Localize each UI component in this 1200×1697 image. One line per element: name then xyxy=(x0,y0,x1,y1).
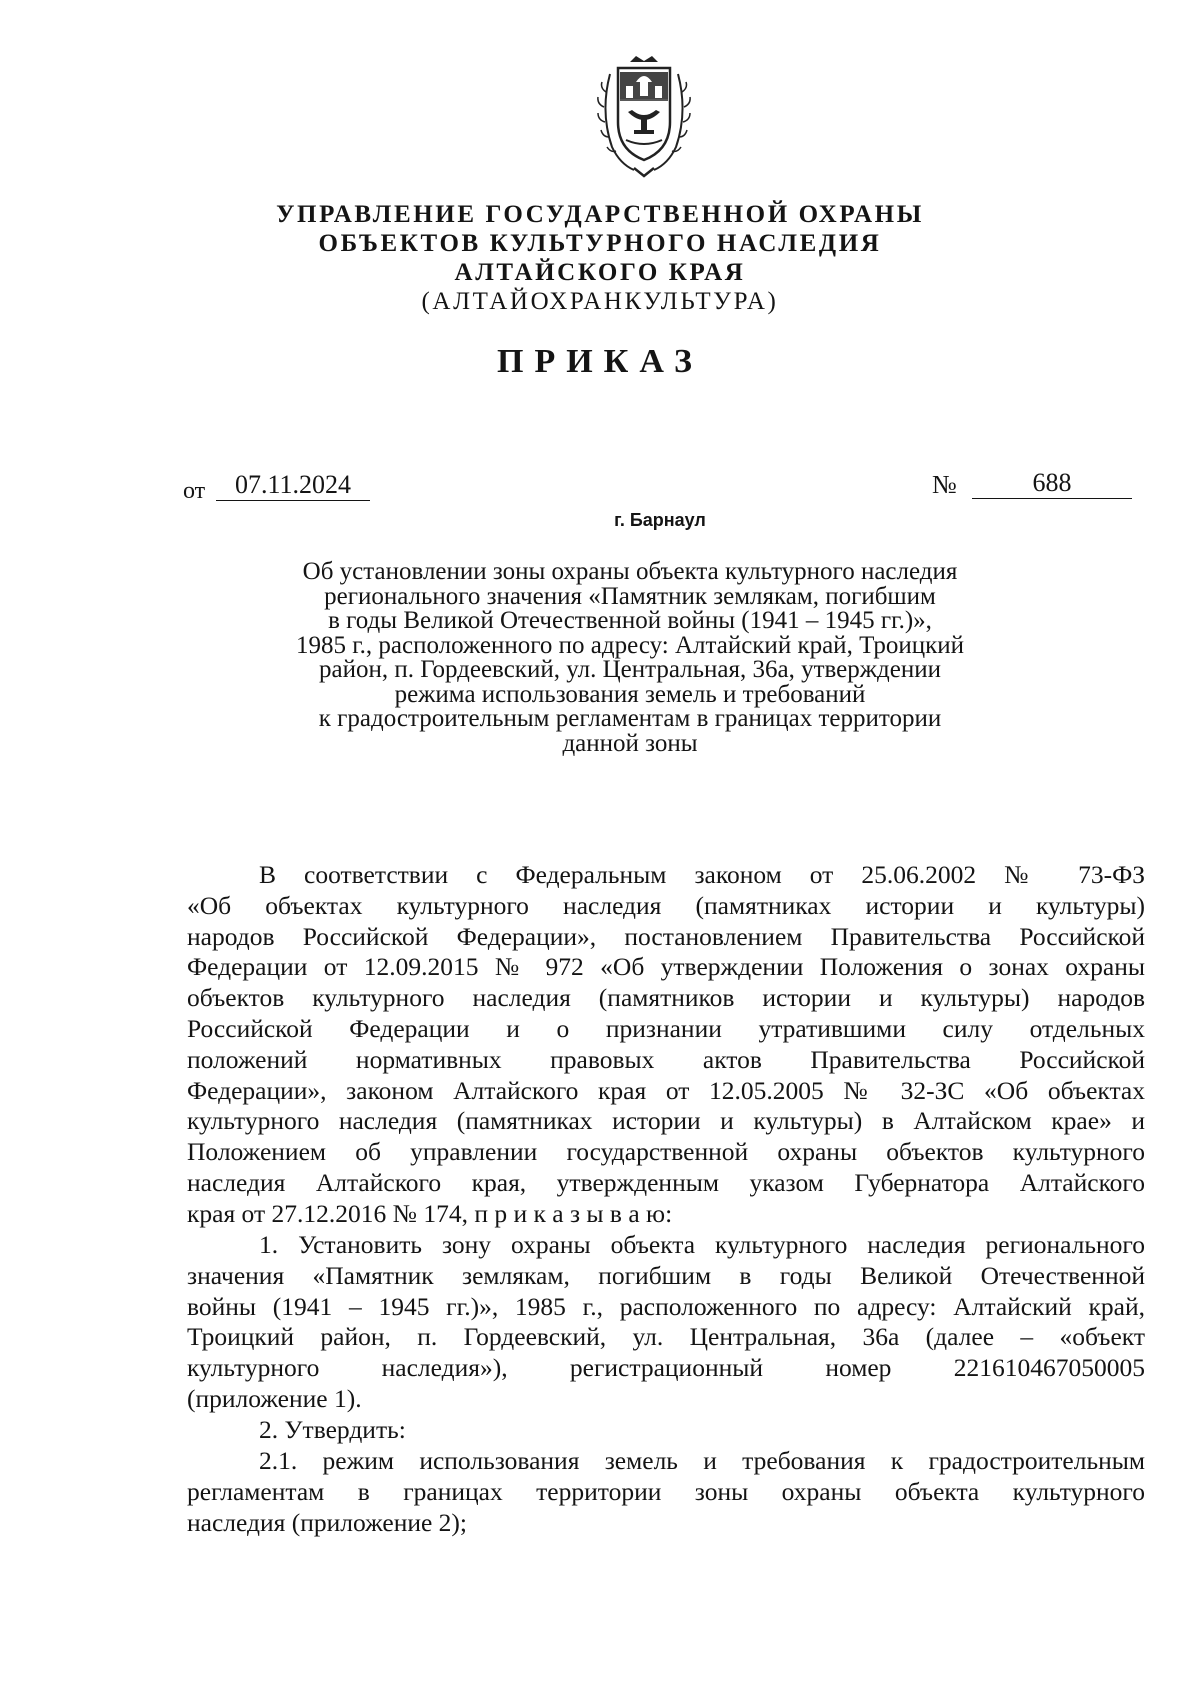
text-line: наследия (приложение 2); xyxy=(187,1507,468,1537)
number-label: № xyxy=(932,470,957,499)
item-1-paragraph xyxy=(187,1230,1145,1415)
item-2-paragraph xyxy=(187,1415,1145,1446)
text-line: значения «Памятник землякам, погибшим в годы Великой Отечественной xyxy=(187,1260,1145,1290)
document-number: 688 xyxy=(972,468,1132,499)
text-line: 1. Установить зону охраны объекта культурного наследия регионального xyxy=(259,1230,1145,1259)
text-line: культурного наследия (памятниках истории и культуры) в Алтайском крае» и xyxy=(187,1106,1145,1136)
text-line: положений нормативных правовых актов Правительства Российской xyxy=(187,1044,1145,1074)
document-type-title: ПРИКАЗ xyxy=(497,343,703,380)
org-name-line-2: ОБЪЕКТОВ КУЛЬТУРНОГО НАСЛЕДИЯ xyxy=(318,230,882,257)
subject-line: режима использования земель и требований xyxy=(394,680,866,708)
text-line: объектов культурного наследия (памятников истории и культуры) народов xyxy=(187,983,1145,1013)
document-subject xyxy=(230,560,1030,756)
date-label: от xyxy=(183,478,206,504)
subject-line: регионального значения «Памятник землякам, погибшим xyxy=(324,582,936,610)
text-line: Федерации от 12.09.2015 № 972 «Об утверждении Положения о зонах охраны xyxy=(187,952,1145,982)
city: г. Барнаул xyxy=(614,510,706,530)
text-line: Положением об управлении государственной охраны объектов культурного xyxy=(187,1137,1145,1167)
text-line: В соответствии с Федеральным законом от 25.06.2002 № 73-ФЗ xyxy=(259,860,1145,889)
subject-line: к градостроительным регламентам в границах территории xyxy=(318,705,942,732)
item-2-1-paragraph xyxy=(187,1446,1145,1538)
text-line: 2.1. режим использования земель и требования к градостроительным xyxy=(259,1446,1145,1475)
text-line: наследия Алтайского края, утвержденным указом Губернатора Алтайского xyxy=(187,1167,1145,1197)
org-short-name: (АЛТАЙОХРАНКУЛЬТУРА) xyxy=(421,288,779,315)
subject-line: данной зоны xyxy=(562,729,698,757)
subject-line: в годы Великой Отечественной войны (1941 – 1945 гг.)», xyxy=(328,607,932,634)
text-line: 2. Утвердить: xyxy=(259,1415,406,1444)
text-line: регламентам в границах территории зоны охраны объекта культурного xyxy=(187,1476,1145,1506)
text-line: (приложение 1). xyxy=(187,1383,362,1413)
subject-line: 1985 г., расположенного по адресу: Алтайский край, Троицкий xyxy=(295,631,965,659)
org-name-line-1: УПРАВЛЕНИЕ ГОСУДАРСТВЕННОЙ ОХРАНЫ xyxy=(276,201,924,228)
text-line: культурного наследия»), регистрационный номер 221610467050005 xyxy=(187,1353,1145,1383)
text-line: Российской Федерации и о признании утратившими силу отдельных xyxy=(187,1013,1145,1043)
document-date: 07.11.2024 xyxy=(216,470,370,501)
subject-line: район, п. Гордеевский, ул. Центральная, 36а, утверждении xyxy=(318,656,942,683)
text-line: края от 27.12.2016 № 174, п р и к а з ы в а ю: xyxy=(187,1198,673,1228)
text-line: народов Российской Федерации», постановлением Правительства Российской xyxy=(187,921,1145,951)
text-line: войны (1941 – 1945 гг.)», 1985 г., расположенного по адресу: Алтайский край, xyxy=(187,1291,1145,1321)
text-line: Троицкий район, п. Гордеевский, ул. Центральная, 36а (далее – «объект xyxy=(187,1322,1145,1352)
preamble-paragraph xyxy=(187,860,1145,1230)
text-line: «Об объектах культурного наследия (памятниках истории и культуры) xyxy=(187,890,1145,920)
text-line: Федерации», законом Алтайского края от 12.05.2005 № 32-ЗС «Об объектах xyxy=(187,1075,1145,1105)
coat-of-arms-emblem xyxy=(590,52,698,180)
subject-line: Об установлении зоны охраны объекта культурного наследия xyxy=(302,558,958,585)
org-name-line-3: АЛТАЙСКОГО КРАЯ xyxy=(454,259,746,286)
